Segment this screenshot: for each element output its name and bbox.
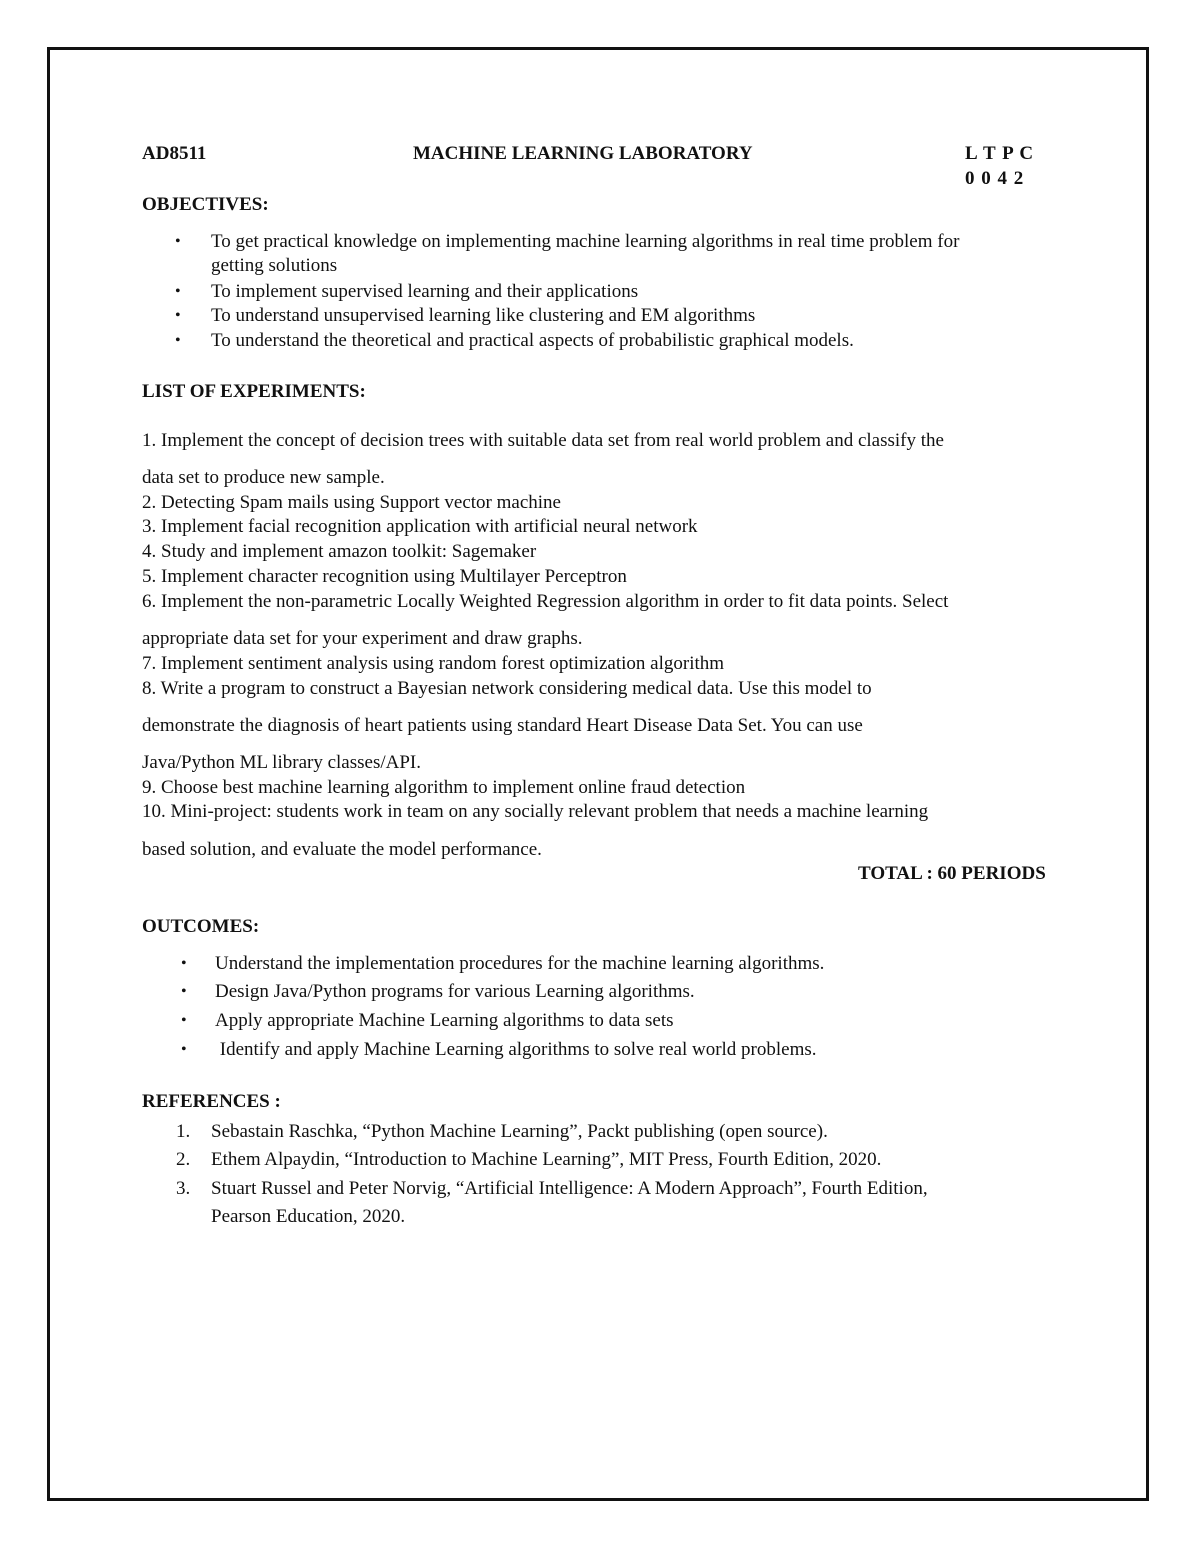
experiment-line: demonstrate the diagnosis of heart patients using standard Heart Disease Data Set. You can use bbox=[142, 715, 863, 736]
ltpc-values: 0 0 4 2 bbox=[965, 168, 1025, 189]
reference-item: Ethem Alpaydin, “Introduction to Machine Learning”, MIT Press, Fourth Edition, 2020. bbox=[211, 1149, 882, 1170]
experiment-line: 1. Implement the concept of decision trees with suitable data set from real world problem and classify the bbox=[142, 430, 944, 451]
experiment-line: 6. Implement the non-parametric Locally Weighted Regression algorithm in order to fit data points. Select bbox=[142, 591, 949, 612]
bullet-icon: • bbox=[175, 233, 181, 250]
objectives-heading: OBJECTIVES: bbox=[142, 194, 269, 215]
experiment-line: based solution, and evaluate the model performance. bbox=[142, 839, 542, 860]
reference-item-continuation: Pearson Education, 2020. bbox=[211, 1206, 406, 1227]
bullet-icon: • bbox=[175, 283, 181, 300]
experiment-line: 4. Study and implement amazon toolkit: Sagemaker bbox=[142, 541, 537, 562]
experiment-line: 3. Implement facial recognition application with artificial neural network bbox=[142, 516, 698, 537]
total-periods: TOTAL : 60 PERIODS bbox=[858, 863, 1046, 884]
experiment-line: 2. Detecting Spam mails using Support vector machine bbox=[142, 492, 561, 513]
objective-item: To get practical knowledge on implementing machine learning algorithms in real time problem for bbox=[211, 231, 960, 252]
bullet-icon: • bbox=[181, 1012, 187, 1029]
objective-item: To understand unsupervised learning like clustering and EM algorithms bbox=[211, 305, 756, 326]
outcomes-heading: OUTCOMES: bbox=[142, 916, 260, 937]
references-heading: REFERENCES : bbox=[142, 1091, 281, 1112]
reference-item: Stuart Russel and Peter Norvig, “Artificial Intelligence: A Modern Approach”, Fourth Edition, bbox=[211, 1178, 928, 1199]
experiment-line: 9. Choose best machine learning algorithm to implement online fraud detection bbox=[142, 777, 746, 798]
bullet-icon: • bbox=[181, 983, 187, 1000]
experiment-line: 10. Mini-project: students work in team on any socially relevant problem that needs a machine learning bbox=[142, 801, 929, 822]
experiments-heading: LIST OF EXPERIMENTS: bbox=[142, 381, 366, 402]
course-title: MACHINE LEARNING LABORATORY bbox=[413, 143, 753, 164]
experiment-line: 7. Implement sentiment analysis using random forest optimization algorithm bbox=[142, 653, 725, 674]
reference-item: Sebastain Raschka, “Python Machine Learning”, Packt publishing (open source). bbox=[211, 1121, 828, 1142]
objective-item: To understand the theoretical and practical aspects of probabilistic graphical models. bbox=[211, 330, 854, 351]
objective-item: To implement supervised learning and their applications bbox=[211, 281, 639, 302]
bullet-icon: • bbox=[175, 307, 181, 324]
outcome-item: Apply appropriate Machine Learning algorithms to data sets bbox=[215, 1010, 674, 1031]
objective-item-continuation: getting solutions bbox=[211, 255, 338, 276]
reference-number: 3. bbox=[176, 1178, 191, 1199]
experiment-line: appropriate data set for your experiment and draw graphs. bbox=[142, 628, 583, 649]
experiment-line: data set to produce new sample. bbox=[142, 467, 385, 488]
outcome-item: Design Java/Python programs for various Learning algorithms. bbox=[215, 981, 695, 1002]
reference-number: 2. bbox=[176, 1149, 191, 1170]
experiment-line: 8. Write a program to construct a Bayesian network considering medical data. Use this model to bbox=[142, 678, 872, 699]
bullet-icon: • bbox=[181, 1041, 187, 1058]
course-code: AD8511 bbox=[142, 143, 207, 164]
experiment-line: 5. Implement character recognition using Multilayer Perceptron bbox=[142, 566, 627, 587]
experiment-line: Java/Python ML library classes/API. bbox=[142, 752, 421, 773]
outcome-item: Identify and apply Machine Learning algorithms to solve real world problems. bbox=[215, 1039, 817, 1060]
bullet-icon: • bbox=[181, 955, 187, 972]
ltpc-label: L T P C bbox=[965, 143, 1035, 164]
reference-number: 1. bbox=[176, 1121, 191, 1142]
outcome-item: Understand the implementation procedures for the machine learning algorithms. bbox=[215, 953, 825, 974]
bullet-icon: • bbox=[175, 332, 181, 349]
